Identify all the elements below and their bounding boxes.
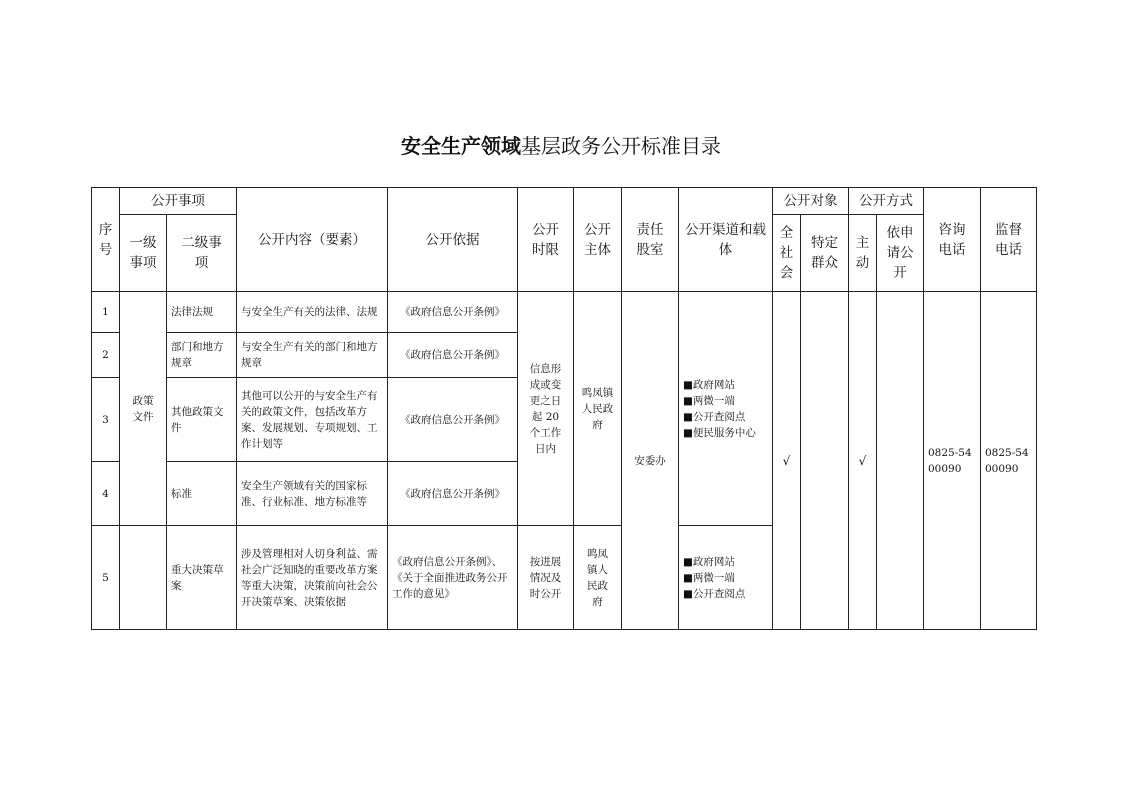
- supervise-phone-cell: 0825-5400090: [981, 292, 1037, 630]
- header-subject: 公开主体: [574, 188, 622, 292]
- header-all-society: 全社会: [773, 215, 801, 292]
- active-check: √: [849, 292, 877, 630]
- seq-cell: 2: [92, 333, 120, 378]
- catalog-table: [91, 187, 1037, 630]
- content-cell: 涉及管理相对人切身利益、需社会广泛知晓的重要改革方案等重大决策，决策前向社会公开决策草案、决策依据: [237, 526, 388, 630]
- channel-item: ■两微一端: [683, 571, 735, 584]
- basis-cell: 《政府信息公开条例》、《关于全面推进政务公开工作的意见》: [388, 526, 518, 630]
- seq-cell: 1: [92, 292, 120, 333]
- header-dept: 责任股室: [622, 188, 679, 292]
- header-method-group: 公开方式: [849, 188, 924, 215]
- level2-cell: 部门和地方规章: [167, 333, 237, 378]
- header-level2: 二级事项: [167, 215, 237, 292]
- subject-cell: 鸣凤镇人民政府: [574, 526, 622, 630]
- header-consult-phone: 咨询电话: [924, 188, 981, 292]
- seq-cell: 4: [92, 462, 120, 526]
- header-time-limit: 公开时限: [518, 188, 574, 292]
- all-society-check: √: [773, 292, 801, 630]
- header-supervise-phone: 监督电话: [981, 188, 1037, 292]
- level2-cell: 标准: [167, 462, 237, 526]
- subject-cell: 鸣凤镇人民政府: [574, 292, 622, 526]
- header-audience-group: 公开对象: [773, 188, 849, 215]
- time-limit-cell: 按进展情况及时公开: [518, 526, 574, 630]
- header-level1: 一级事项: [120, 215, 167, 292]
- channel-item: ■两微一端: [683, 394, 735, 407]
- level2-cell: 法律法规: [167, 292, 237, 333]
- basis-cell: 《政府信息公开条例》: [388, 462, 518, 526]
- header-active: 主动: [849, 215, 877, 292]
- basis-cell: 《政府信息公开条例》: [388, 333, 518, 378]
- channel-cell: [679, 292, 773, 526]
- level2-cell: 重大决策草案: [167, 526, 237, 630]
- header-channel: 公开渠道和载体: [679, 188, 773, 292]
- dept-cell: 安委办: [622, 292, 679, 630]
- page-title-bold: 安全生产领域: [401, 134, 521, 158]
- content-cell: 其他可以公开的与安全生产有关的政策文件，包括改革方案、发展规划、专项规划、工作计划等: [237, 378, 388, 462]
- header-row-1: [92, 188, 1037, 215]
- level2-cell: 其他政策文件: [167, 378, 237, 462]
- table-row: [92, 292, 1037, 333]
- consult-phone-cell: 0825-5400090: [924, 292, 981, 630]
- header-seq: 序号: [92, 188, 120, 292]
- channel-item: ■政府网站: [683, 378, 735, 391]
- seq-cell: 3: [92, 378, 120, 462]
- basis-cell: 《政府信息公开条例》: [388, 292, 518, 333]
- channel-item: ■便民服务中心: [683, 426, 756, 439]
- channel-item: ■公开查阅点: [683, 587, 746, 600]
- on-request-cell: [877, 292, 924, 630]
- header-item-group: 公开事项: [120, 188, 237, 215]
- header-content: 公开内容（要素）: [237, 188, 388, 292]
- level1-cell-empty: [120, 526, 167, 630]
- page-title-rest: 基层政务公开标准目录: [521, 134, 721, 158]
- content-cell: 与安全生产有关的法律、法规: [237, 292, 388, 333]
- channel-item: ■政府网站: [683, 555, 735, 568]
- header-specific-group: 特定群众: [801, 215, 849, 292]
- content-cell: 与安全生产有关的部门和地方规章: [237, 333, 388, 378]
- channel-item: ■公开查阅点: [683, 410, 746, 423]
- content-cell: 安全生产领域有关的国家标准、行业标准、地方标准等: [237, 462, 388, 526]
- channel-cell: [679, 526, 773, 630]
- time-limit-cell: 信息形成或变更之日起 20 个工作日内: [518, 292, 574, 526]
- page-title: [0, 130, 1122, 159]
- seq-cell: 5: [92, 526, 120, 630]
- header-on-request: 依申请公开: [877, 215, 924, 292]
- level1-cell: 政策文件: [120, 292, 167, 526]
- specific-group-cell: [801, 292, 849, 630]
- header-basis: 公开依据: [388, 188, 518, 292]
- basis-cell: 《政府信息公开条例》: [388, 378, 518, 462]
